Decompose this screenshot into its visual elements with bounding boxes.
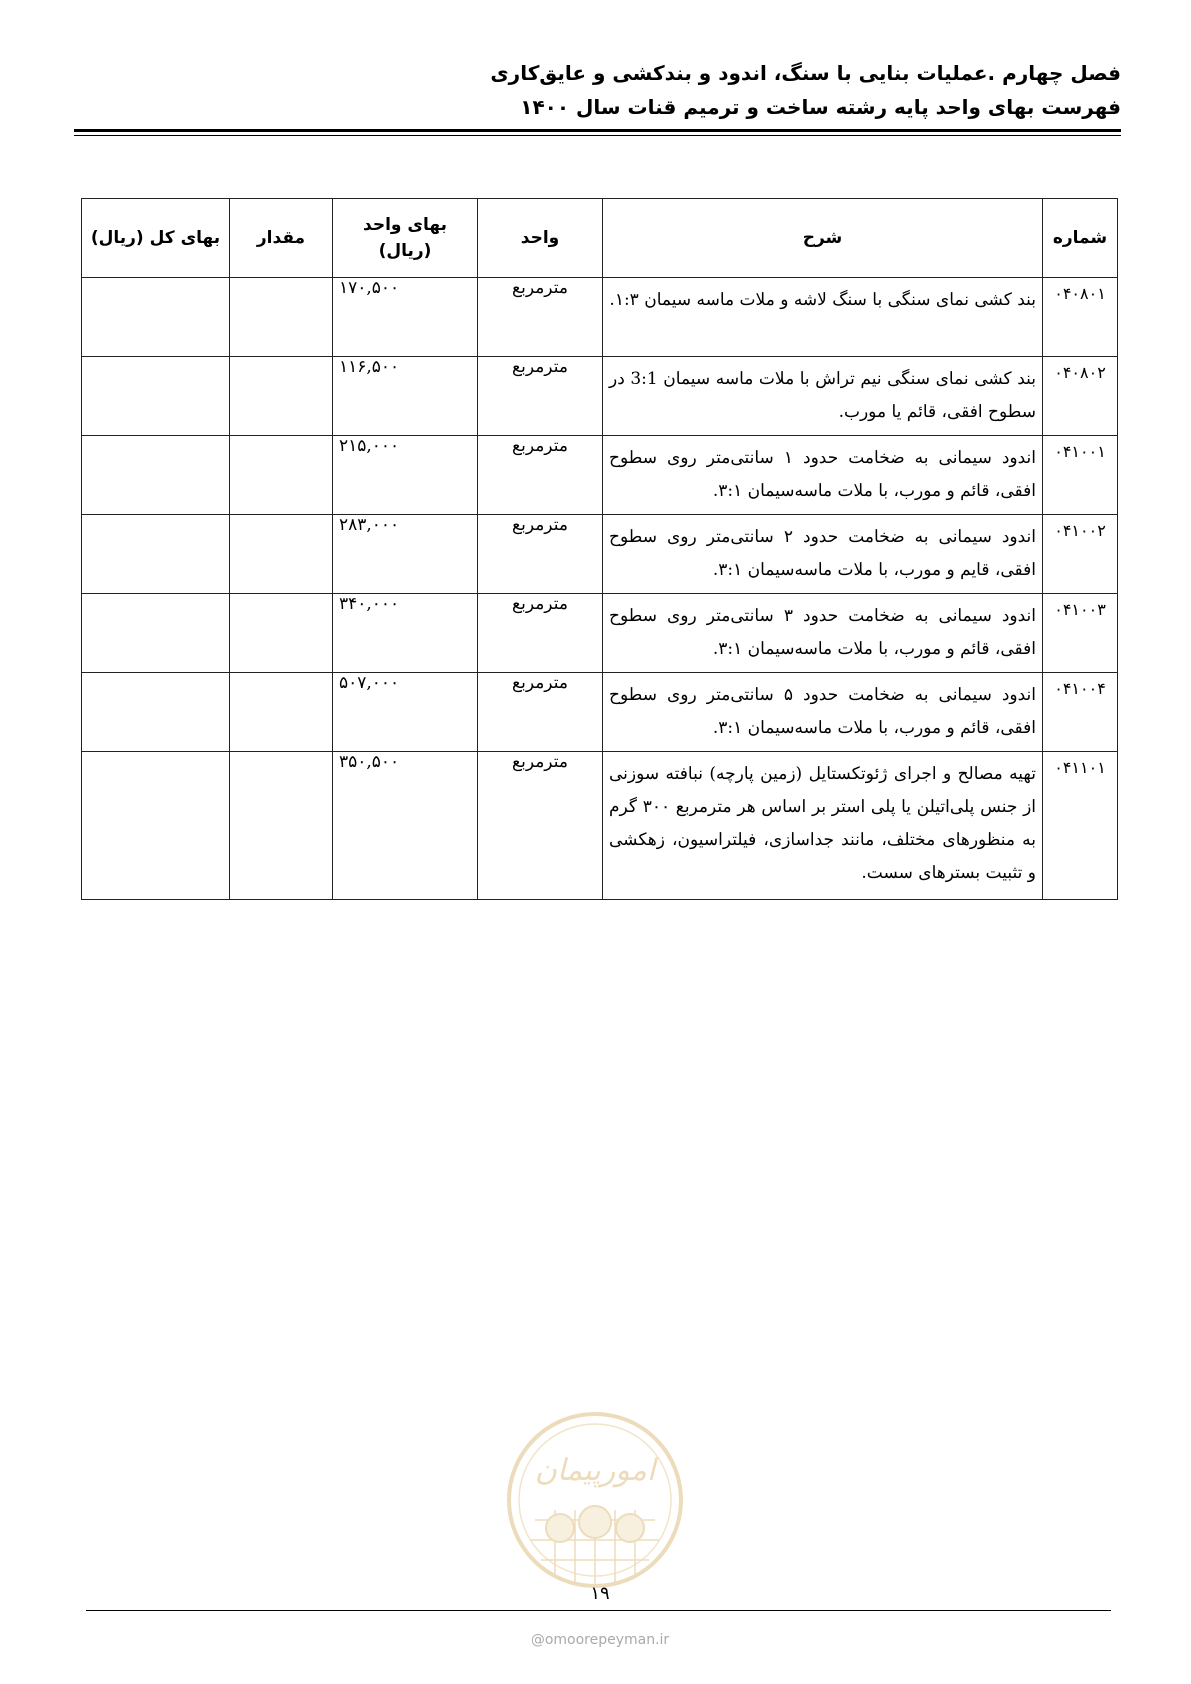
row-qty (230, 673, 333, 752)
row-total (82, 357, 230, 436)
table-row (82, 515, 1118, 594)
row-description: اندود سیمانی به ضخامت حدود ۵ سانتی‌متر روی سطوح افقی، قائم و مورب، با ملات ماسه‌سیمان ۳:۱. (603, 673, 1043, 752)
row-code: ۰۴۱۰۰۴ (1043, 673, 1118, 752)
col-header-total: بهای کل (ریال) (82, 199, 230, 278)
row-description: اندود سیمانی به ضخامت حدود ۱ سانتی‌متر روی سطوح افقی، قائم و مورب، با ملات ماسه‌سیمان ۳:۱. (603, 436, 1043, 515)
row-unit: مترمربع (478, 673, 603, 752)
price-table (81, 198, 1118, 900)
row-code: ۰۴۰۸۰۲ (1043, 357, 1118, 436)
table-row (82, 357, 1118, 436)
page-number: ۱۹ (590, 1583, 610, 1604)
col-header-qty: مقدار (230, 199, 333, 278)
row-description: اندود سیمانی به ضخامت حدود ۲ سانتی‌متر روی سطوح افقی، قایم و مورب، با ملات ماسه‌سیمان ۳:۱. (603, 515, 1043, 594)
chapter-title: فصل چهارم .عملیات بنایی با سنگ، اندود و بندکشی و عایق‌کاری (490, 61, 1121, 85)
row-qty (230, 278, 333, 357)
row-unit-price: ۲۱۵,۰۰۰ (333, 436, 478, 515)
row-code: ۰۴۱۱۰۱ (1043, 752, 1118, 900)
row-code: ۰۴۱۰۰۳ (1043, 594, 1118, 673)
header-rule-thick (74, 129, 1121, 132)
row-qty (230, 594, 333, 673)
col-header-unit: واحد (478, 199, 603, 278)
row-qty (230, 515, 333, 594)
row-description: بند کشی نمای سنگی با سنگ لاشه و ملات ماسه سیمان ۱:۳. (603, 278, 1043, 357)
price-list-title: فهرست بهای واحد پایه رشته ساخت و ترمیم قنات سال ۱۴۰۰ (520, 95, 1121, 119)
row-total (82, 752, 230, 900)
row-unit: مترمربع (478, 436, 603, 515)
row-code: ۰۴۱۰۰۲ (1043, 515, 1118, 594)
row-unit-price: ۳۵۰,۵۰۰ (333, 752, 478, 900)
table-row (82, 673, 1118, 752)
row-description: بند کشی نمای سنگی نیم تراش با ملات ماسه سیمان 3:1 در سطوح افقی، قائم یا مورب. (603, 357, 1043, 436)
row-unit: مترمربع (478, 752, 603, 900)
row-description: تهیه مصالح و اجرای ژئوتکستایل (زمین پارچه) نبافته سوزنی از جنس پلی‌اتیلن یا پلی استر بر اساس هر مترمربع ۳۰۰ گرم به منظورهای مختلف، مانند جداسازی، فیلتراسیون، زهکشی و تثبیت بسترهای سست. (603, 752, 1043, 900)
watermark-logo (505, 1410, 685, 1590)
row-unit-price: ۲۸۳,۰۰۰ (333, 515, 478, 594)
row-total (82, 278, 230, 357)
row-total (82, 515, 230, 594)
row-description: اندود سیمانی به ضخامت حدود ۳ سانتی‌متر روی سطوح افقی، قائم و مورب، با ملات ماسه‌سیمان ۳:۱. (603, 594, 1043, 673)
row-unit: مترمربع (478, 278, 603, 357)
table-header-row (82, 199, 1118, 278)
row-unit-price: ۳۴۰,۰۰۰ (333, 594, 478, 673)
footer-rule (86, 1610, 1111, 1611)
unit-price-currency: (ریال) (378, 241, 432, 261)
row-unit: مترمربع (478, 357, 603, 436)
row-code: ۰۴۰۸۰۱ (1043, 278, 1118, 357)
col-header-desc: شرح (603, 199, 1043, 278)
col-header-unit-price (333, 199, 478, 278)
unit-price-label: بهای واحد (363, 215, 447, 235)
row-qty (230, 752, 333, 900)
table-row (82, 436, 1118, 515)
row-unit-price: ۱۷۰,۵۰۰ (333, 278, 478, 357)
row-unit: مترمربع (478, 594, 603, 673)
table-row (82, 278, 1118, 357)
site-watermark: @omoorepeyman.ir (530, 1632, 670, 1648)
row-unit-price: ۱۱۶,۵۰۰ (333, 357, 478, 436)
page-header (71, 56, 1121, 124)
table-row (82, 752, 1118, 900)
row-total (82, 594, 230, 673)
row-qty (230, 436, 333, 515)
row-code: ۰۴۱۰۰۱ (1043, 436, 1118, 515)
watermark-text: امورپیمان (534, 1453, 656, 1488)
header-rule-thin (74, 135, 1121, 136)
row-unit-price: ۵۰۷,۰۰۰ (333, 673, 478, 752)
row-unit: مترمربع (478, 515, 603, 594)
row-total (82, 436, 230, 515)
table-row (82, 594, 1118, 673)
row-qty (230, 357, 333, 436)
row-total (82, 673, 230, 752)
col-header-code: شماره (1043, 199, 1118, 278)
